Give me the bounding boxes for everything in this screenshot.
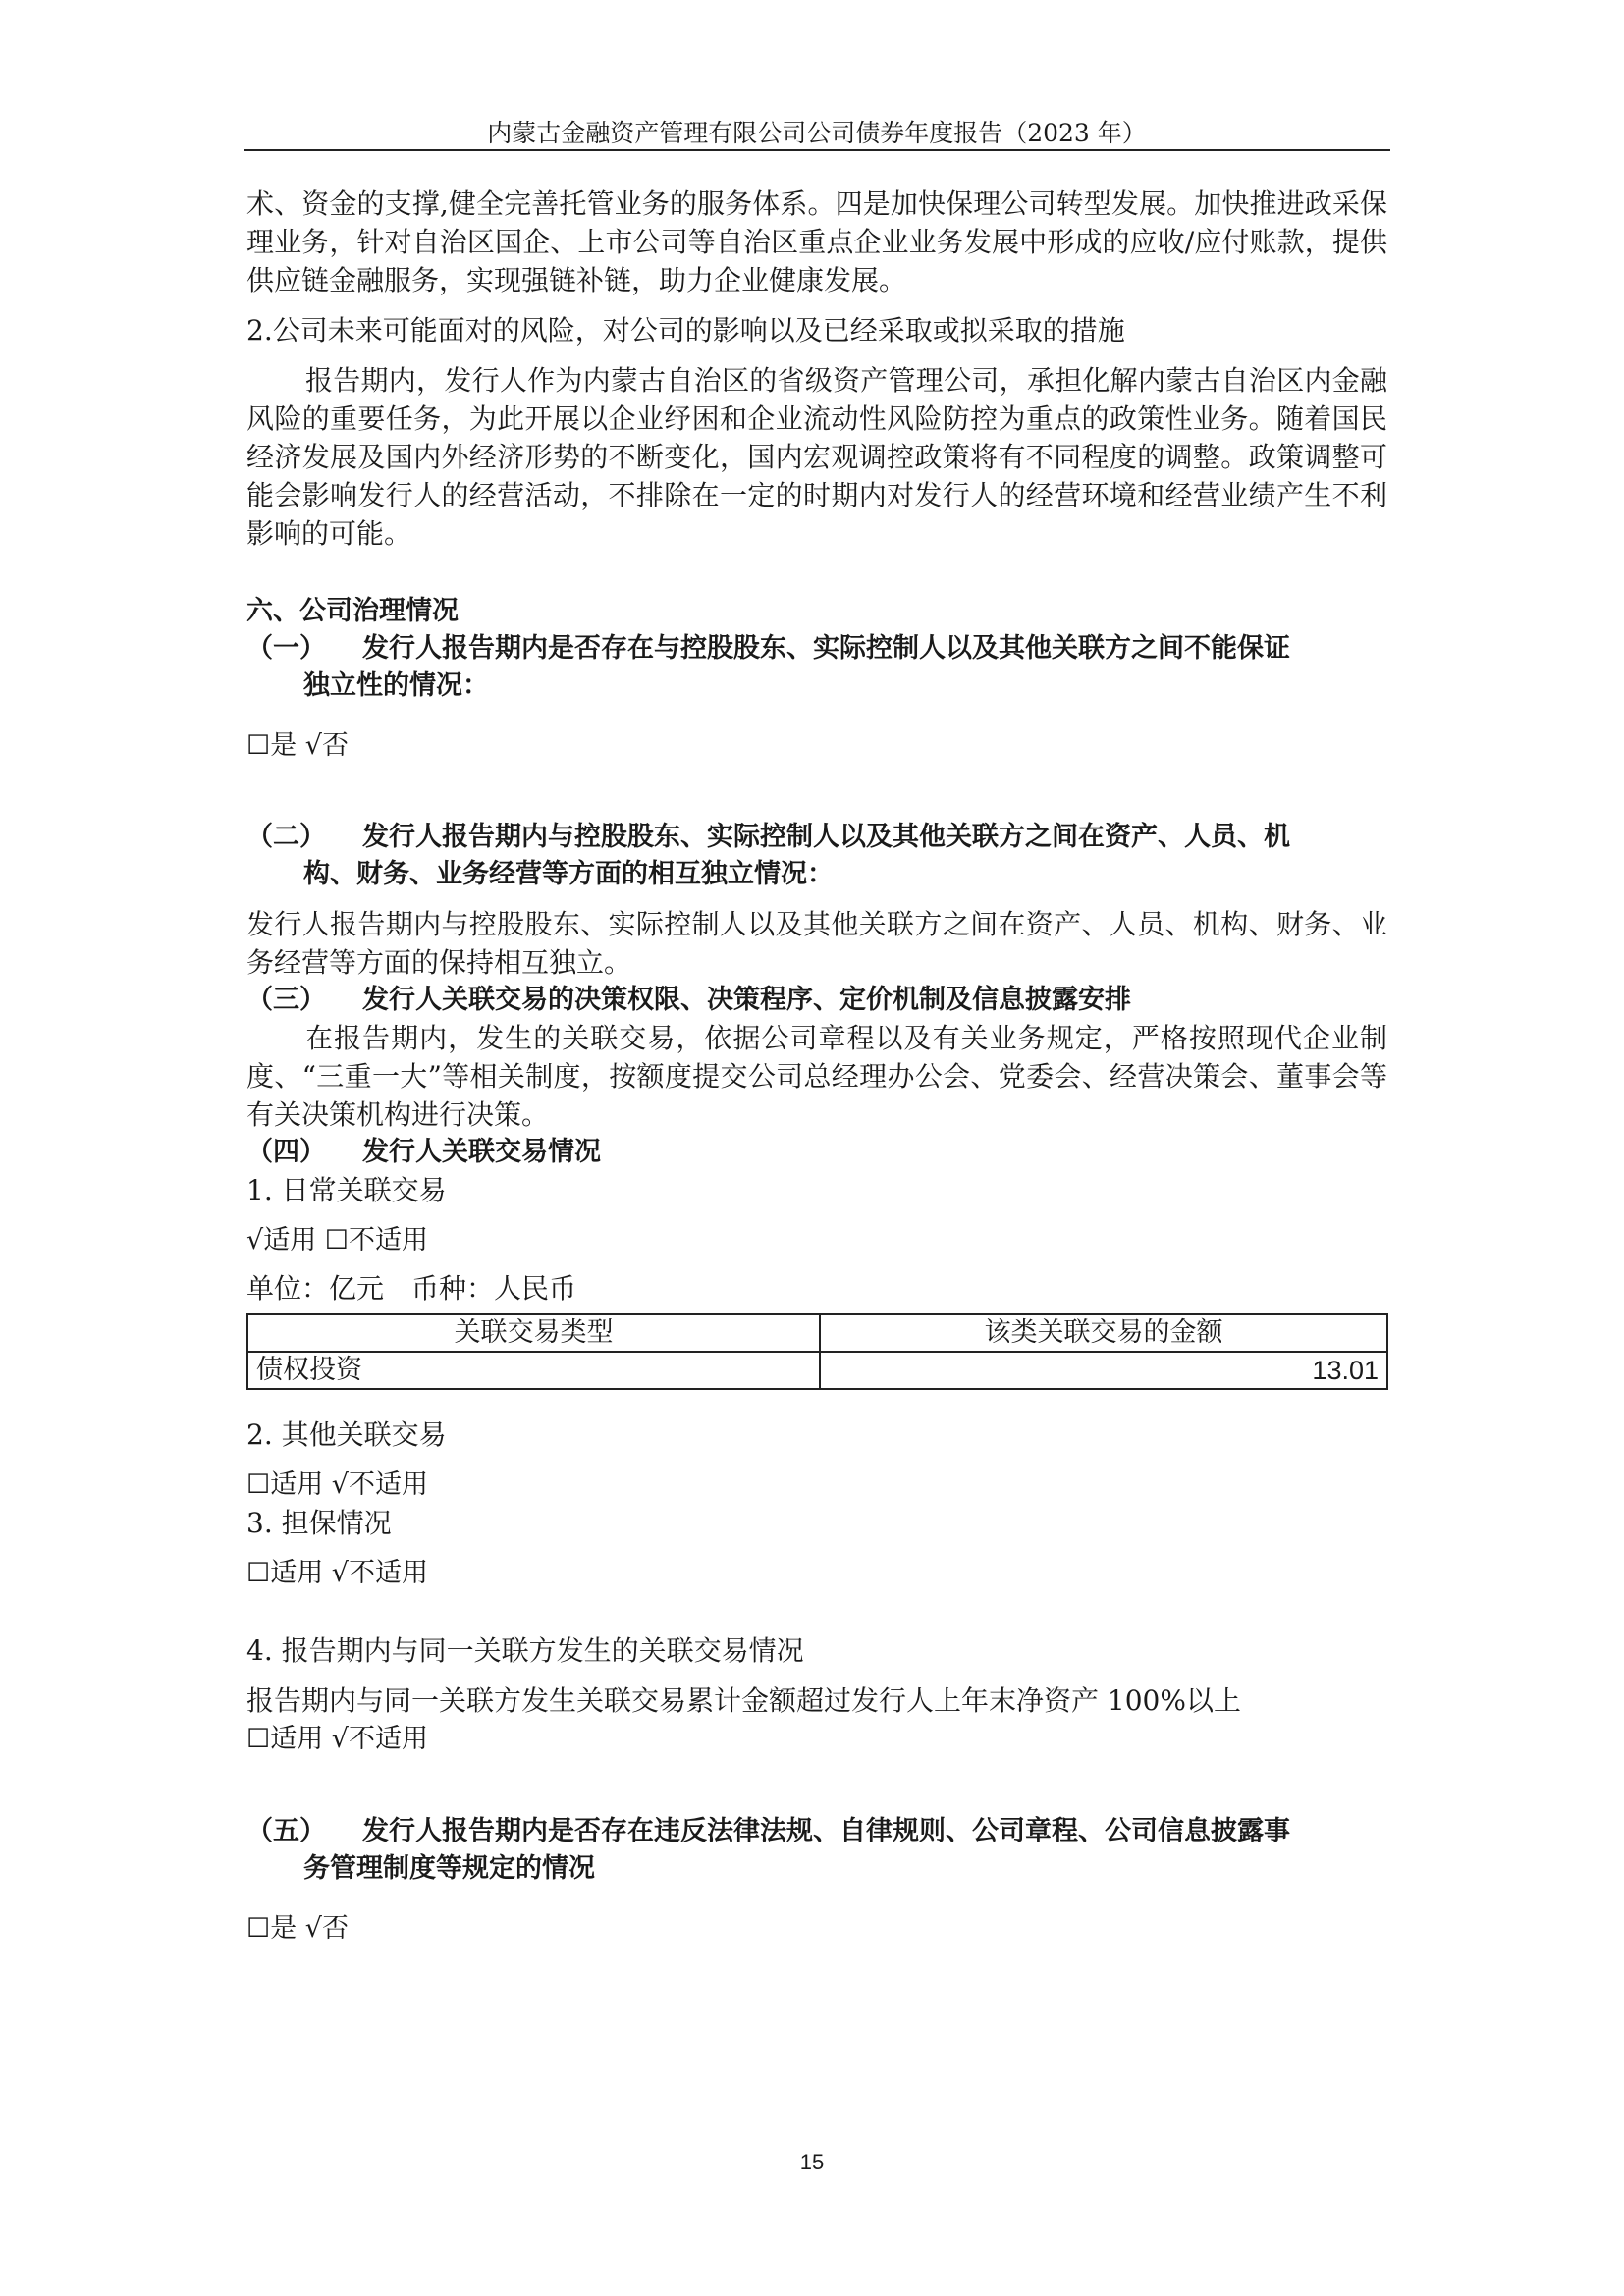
subsection-heading-1 (246, 630, 1387, 705)
answer-checkbox: ☐是 √否 (246, 1913, 349, 1944)
subsection-title-line2: 务管理制度等规定的情况 (303, 1853, 595, 1884)
subsection-title-line1: 发行人报告期内是否存在违反法律法规、自律规则、公司章程、公司信息披露事 (362, 1816, 1290, 1846)
subsection-title: 发行人关联交易的决策权限、决策程序、定价机制及信息披露安排 (362, 985, 1131, 1015)
subsection-heading-3 (246, 982, 1387, 1019)
table-header-row (247, 1314, 1387, 1352)
subsection-number: （四） (246, 1137, 326, 1167)
subsection-title-line1: 发行人报告期内与控股股东、实际控制人以及其他关联方之间在资产、人员、机 (362, 822, 1290, 852)
running-header: 内蒙古金融资产管理有限公司公司债券年度报告（2023 年） (487, 119, 1147, 147)
item-title-guarantee: 3. 担保情况 (246, 1507, 392, 1539)
table-row (247, 1352, 1387, 1389)
table-header-cell: 关联交易类型 (247, 1314, 820, 1352)
subsection-number: （二） (246, 822, 326, 852)
table-header-cell: 该类关联交易的金额 (820, 1314, 1387, 1352)
intro-continuation: 术、资金的支撑,健全完善托管业务的服务体系。四是加快保理公司转型发展。加快推进政采保理业务，针对自治区国企、上市公司等自治区重点企业业务发展中形成的应收/应付账款，提供供应链金融服务，实现强链补链，助力企业健康发展。 (246, 187, 1387, 296)
subsection-number: （一） (246, 633, 326, 664)
related-transaction-table (246, 1313, 1388, 1390)
answer-checkbox: ☐是 √否 (246, 730, 349, 761)
header-divider (244, 149, 1390, 151)
risk-heading: 2.公司未来可能面对的风险，对公司的影响以及已经采取或拟采取的措施 (246, 314, 1125, 347)
item-title-daily: 1. 日常关联交易 (246, 1174, 447, 1206)
answer-checkbox: √适用 ☐不适用 (246, 1225, 428, 1255)
page-body (246, 185, 1387, 1948)
subsection-heading-2 (246, 819, 1387, 893)
independence-paragraph: 发行人报告期内与控股股东、实际控制人以及其他关联方之间在资产、人员、机构、财务、业务经营等方面的保持相互独立。 (246, 908, 1387, 979)
subsection-number: （五） (246, 1816, 326, 1846)
table-cell: 13.01 (820, 1352, 1387, 1389)
unit-currency-note: 单位：亿元 币种：人民币 (246, 1272, 577, 1305)
subsection-heading-5 (246, 1813, 1387, 1888)
subsection-title-line1: 发行人报告期内是否存在与控股股东、实际控制人以及其他关联方之间不能保证 (362, 633, 1290, 664)
related-transaction-paragraph: 在报告期内，发生的关联交易，依据公司章程以及有关业务规定，严格按照现代企业制度、“三重一大”等相关制度，按额度提交公司总经理办公会、党委会、经营决策会、董事会等有关决策机构进行决策。 (246, 1022, 1387, 1131)
page-number: 15 (799, 2150, 825, 2174)
section-title: 六、公司治理情况 (246, 596, 459, 626)
subsection-title: 发行人关联交易情况 (362, 1137, 601, 1167)
answer-checkbox: ☐适用 √不适用 (246, 1724, 428, 1754)
subsection-title-line2: 构、财务、业务经营等方面的相互独立情况： (303, 859, 834, 889)
risk-paragraph: 报告期内，发行人作为内蒙古自治区的省级资产管理公司，承担化解内蒙古自治区内金融风险的重要任务，为此开展以企业纾困和企业流动性风险防控为重点的政策性业务。随着国民经济发展及国内外经济形势的不断变化，国内宏观调控政策将有不同程度的调整。政策调整可能会影响发行人的经营活动，不排除在一定的时期内对发行人的经营环境和经营业绩产生不利影响的可能。 (246, 364, 1387, 550)
subsection-title (303, 1813, 1387, 1888)
item-title-same-party: 4. 报告期内与同一关联方发生的关联交易情况 (246, 1634, 804, 1667)
subsection-heading-4 (246, 1134, 1387, 1171)
subsection-title (303, 819, 1387, 893)
subsection-title (303, 630, 1387, 705)
answer-checkbox: ☐适用 √不适用 (246, 1558, 428, 1588)
subsection-title-line2: 独立性的情况： (303, 670, 489, 701)
table-cell: 债权投资 (247, 1352, 820, 1389)
answer-checkbox: ☐适用 √不适用 (246, 1469, 428, 1500)
same-party-paragraph: 报告期内与同一关联方发生关联交易累计金额超过发行人上年末净资产 100%以上 (246, 1684, 1241, 1717)
item-title-other: 2. 其他关联交易 (246, 1418, 447, 1451)
subsection-number: （三） (246, 985, 326, 1015)
